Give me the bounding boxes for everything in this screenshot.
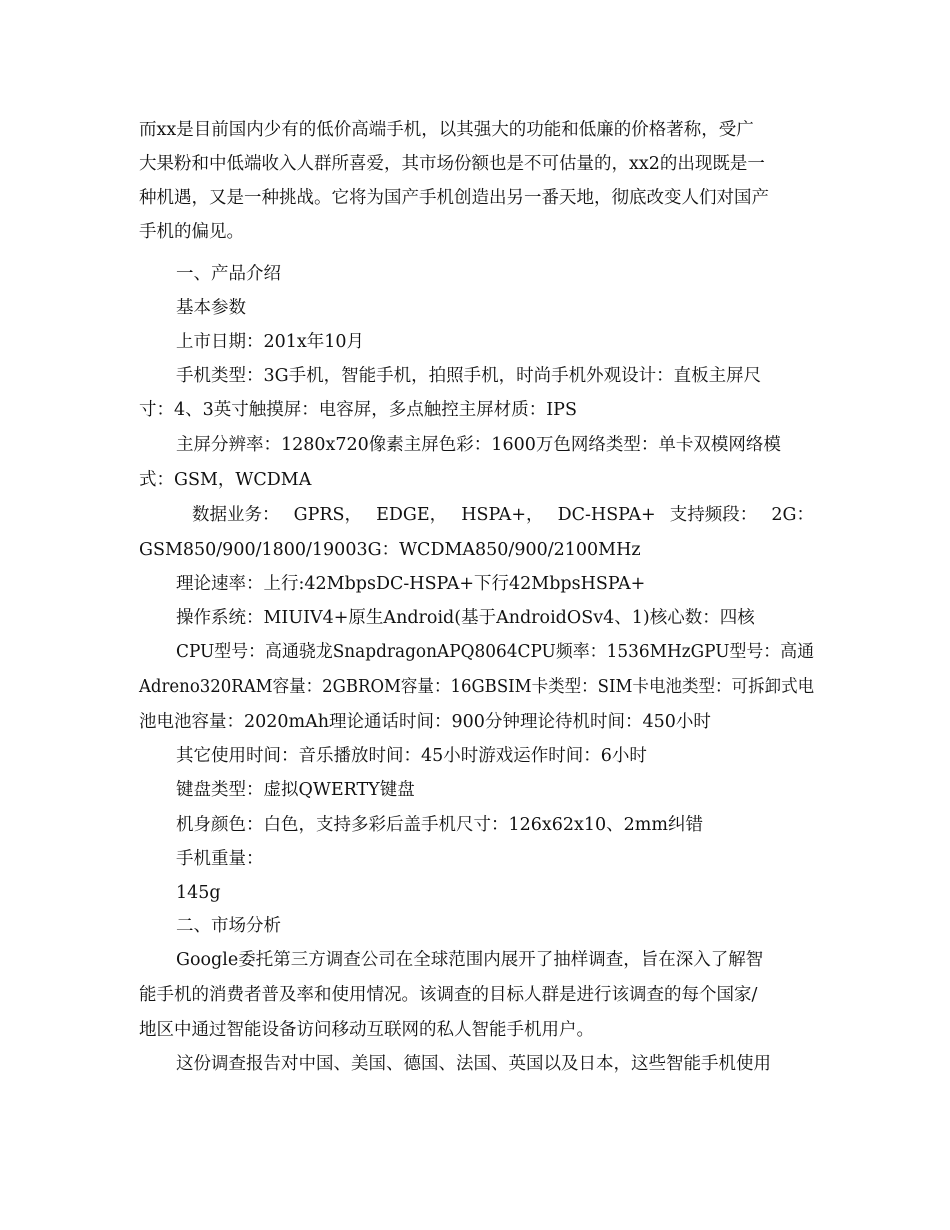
paragraph-line: 上市日期：201x年10月 — [176, 332, 365, 352]
paragraph-line: 主屏分辨率：1280x720像素主屏色彩：1600万色网络类型：单卡双模网络模 — [176, 435, 781, 455]
text-segment: 数据业务： — [192, 505, 280, 525]
paragraph-line: 手机类型：3G手机，智能手机，拍照手机，时尚手机外观设计：直板主屏尺 — [176, 366, 762, 386]
paragraph-line: 理论速率：上行:42MbpsDC-HSPA+下行42MbpsHSPA+ — [176, 574, 646, 594]
paragraph-line-justified — [192, 503, 814, 527]
text-segment: EDGE， — [376, 505, 448, 525]
section-heading: 一、产品介绍 — [176, 264, 281, 284]
text-segment: 支持频段： — [669, 505, 758, 525]
text-segment: HSPA+， — [461, 505, 544, 525]
section-heading: 二、市场分析 — [176, 916, 281, 936]
paragraph-line: 手机重量： — [176, 849, 264, 869]
paragraph-line: 手机的偏见。 — [139, 222, 244, 242]
paragraph-line: 操作系统：MIUIV4+原生Android(基于AndroidOSv4、1)核心数：四核 — [176, 608, 755, 628]
paragraph-line: 键盘类型：虚拟QWERTY键盘 — [176, 780, 415, 800]
paragraph-line: 能手机的消费者普及率和使用情况。该调查的目标人群是进行该调查的每个国家/ — [139, 985, 758, 1005]
text-segment: GPRS， — [293, 505, 363, 525]
paragraph-line: 寸：4、3英寸触摸屏：电容屏，多点触控主屏材质：IPS — [139, 400, 577, 420]
subheading: 基本参数 — [176, 298, 246, 318]
paragraph-line: 145g — [176, 883, 221, 903]
paragraph-line: 其它使用时间：音乐播放时间：45小时游戏运作时间：6小时 — [176, 746, 647, 766]
paragraph-line: CPU型号：高通骁龙SnapdragonAPQ8064CPU频率：1536MHzGPU型号：高通 — [176, 642, 815, 662]
paragraph-line: 大果粉和中低端收入人群所喜爱，其市场份额也是不可估量的，xx2的出现既是一 — [139, 154, 765, 174]
paragraph-line: Google委托第三方调查公司在全球范围内展开了抽样调查，旨在深入了解智 — [176, 950, 764, 970]
paragraph-line: Adreno320RAM容量：2GBROM容量：16GBSIM卡类型：SIM卡电池类型：可拆卸式电 — [139, 677, 815, 697]
paragraph-line: 式：GSM，WCDMA — [139, 470, 312, 490]
paragraph-line: GSM850/900/1800/19003G：WCDMA850/900/2100MHz — [139, 540, 641, 560]
paragraph-line: 种机遇，又是一种挑战。它将为国产手机创造出另一番天地，彻底改变人们对国产 — [139, 188, 769, 208]
text-segment: 2G： — [771, 505, 814, 525]
paragraph-line: 而xx是目前国内少有的低价高端手机，以其强大的功能和低廉的价格著称，受广 — [139, 120, 754, 140]
paragraph-line: 池电池容量：2020mAh理论通话时间：900分钟理论待机时间：450小时 — [139, 712, 711, 732]
text-segment: DC-HSPA+ — [557, 505, 656, 525]
paragraph-line: 这份调查报告对中国、美国、德国、法国、英国以及日本，这些智能手机使用 — [176, 1054, 771, 1074]
paragraph-line: 地区中通过智能设备访问移动互联网的私人智能手机用户。 — [139, 1020, 594, 1040]
paragraph-line: 机身颜色：白色，支持多彩后盖手机尺寸：126x62x10、2mm纠错 — [176, 815, 703, 835]
